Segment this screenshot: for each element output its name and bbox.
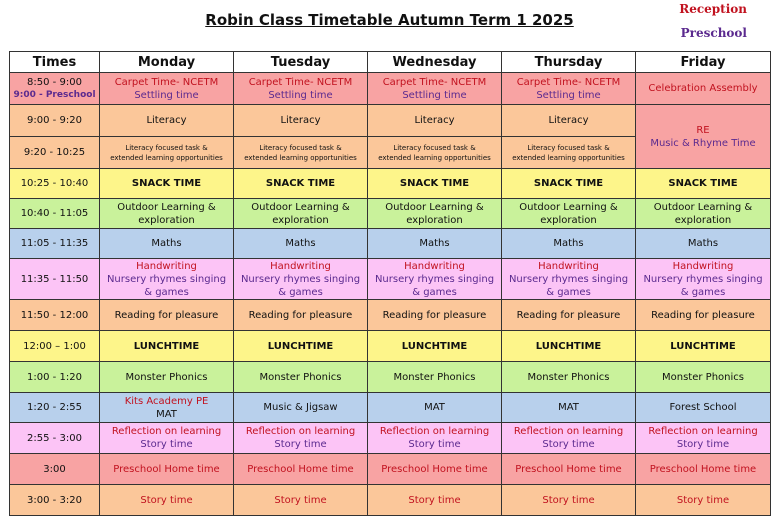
activity-text: Literacy [548,115,589,126]
activity-text: Settling time [536,89,601,101]
activity-text: Carpet Time- NCETM [114,76,219,88]
header-monday: Monday [100,52,234,73]
activity-text: Preschool Home time [113,463,220,475]
activity-cell-monday [100,362,234,393]
activity-text: Kits Academy PE [124,395,209,407]
activity-cell-friday [636,169,771,199]
activity-cell-tuesday [234,423,368,454]
timetable-row [10,331,771,362]
activity-cell-tuesday [234,362,368,393]
activity-text: & games [278,286,323,298]
activity-text: Reflection on learning [111,426,222,437]
activity-text: Carpet Time- NCETM [516,76,621,88]
activity-cell-monday [100,229,234,259]
time-cell [10,362,100,393]
activity-text: Celebration Assembly [648,83,758,94]
activity-cell-friday [636,331,771,362]
activity-cell-tuesday [234,73,368,105]
activity-text: Monster Phonics [259,371,342,383]
activity-cell-friday [636,199,771,229]
activity-cell-thursday [502,105,636,137]
time-cell [10,423,100,454]
header-friday: Friday [636,52,771,73]
activity-cell-monday [100,423,234,454]
activity-text: LUNCHTIME [267,340,334,352]
activity-text: Reflection on learning [245,426,356,437]
timetable-row [10,362,771,393]
time-cell [10,105,100,137]
activity-text: Maths [285,238,316,249]
time-label: 8:50 - 9:00 [27,76,82,88]
activity-text: Maths [151,238,182,249]
preschool-time-label: 9:00 - Preschool [13,89,96,100]
time-cell [10,137,100,169]
activity-text: Monster Phonics [125,371,208,383]
activity-cell-monday [100,259,234,300]
time-cell [10,229,100,259]
timetable [9,51,771,516]
activity-text: Literacy [146,115,187,126]
activity-text: SNACK TIME [131,178,202,189]
timetable-body [10,73,771,516]
activity-text: Reading for pleasure [516,309,621,321]
time-label: 1:00 - 1:20 [27,371,82,383]
legend-reception: Reception [679,2,747,16]
activity-text: Handwriting [270,260,331,272]
activity-text: Preschool Home time [381,463,488,475]
activity-text: LUNCHTIME [670,340,736,352]
activity-text: Literacy [280,115,321,126]
activity-text: SNACK TIME [399,178,470,189]
timetable-row [10,199,771,229]
activity-text: Preschool Home time [247,463,354,475]
activity-cell-tuesday [234,454,368,485]
activity-text: Maths [553,238,584,249]
activity-text: Music & Rhyme Time [650,137,756,149]
activity-cell-monday [100,485,234,516]
activity-text: Settling time [134,89,199,101]
time-cell [10,169,100,199]
activity-cell-tuesday [234,229,368,259]
activity-cell-friday [636,259,771,300]
time-cell [10,393,100,423]
activity-cell-wednesday [368,199,502,229]
activity-text: Reading for pleasure [382,309,487,321]
time-cell [10,485,100,516]
activity-cell-tuesday [234,300,368,331]
page-title: Robin Class Timetable Autumn Term 1 2025 [205,11,574,29]
activity-cell-wednesday [368,105,502,137]
activity-cell-wednesday [368,169,502,199]
activity-text: exploration [138,214,195,226]
activity-text: Monster Phonics [393,371,476,383]
activity-cell-monday [100,199,234,229]
activity-text: Story time [408,439,461,450]
time-label: 11:05 - 11:35 [20,238,89,249]
time-cell [10,199,100,229]
activity-text: LUNCHTIME [133,340,200,352]
activity-cell-friday [636,393,771,423]
activity-cell-friday [636,300,771,331]
activity-text: Carpet Time- NCETM [248,76,353,88]
time-cell [10,259,100,300]
activity-cell-friday [636,454,771,485]
activity-cell-monday [100,300,234,331]
time-label: 9:20 - 10:25 [23,147,86,158]
activity-cell-friday [636,423,771,454]
activity-cell-thursday [502,300,636,331]
activity-text: Settling time [402,89,467,101]
activity-text: Monster Phonics [662,371,744,383]
header-thursday: Thursday [502,52,636,73]
activity-text: Story time [274,439,327,450]
activity-cell-monday [100,105,234,137]
activity-text: Handwriting [672,260,734,272]
activity-text: Story time [274,494,327,506]
activity-text: Handwriting [538,260,599,272]
activity-cell-wednesday [368,259,502,300]
activity-text: Nursery rhymes singing [106,273,227,285]
activity-text: exploration [674,214,732,226]
timetable-row [10,73,771,105]
activity-cell-thursday [502,169,636,199]
activity-cell-wednesday [368,137,502,169]
timetable-row [10,229,771,259]
time-cell [10,73,100,105]
activity-text: Nursery rhymes singing [240,273,361,285]
activity-cell-thursday [502,199,636,229]
activity-text: Literacy focused task & [527,143,610,152]
activity-text: & games [680,286,726,298]
activity-text: Carpet Time- NCETM [382,76,487,88]
activity-text: extended learning opportunities [244,153,357,162]
activity-text: Preschool Home time [515,463,622,475]
activity-text: Forest School [669,402,737,413]
activity-cell-monday [100,137,234,169]
activity-cell-wednesday [368,73,502,105]
activity-text: Outdoor Learning & [385,201,484,213]
timetable-row [10,259,771,300]
time-label: 10:40 - 11:05 [20,208,89,219]
time-label: 2:55 - 3:00 [27,432,82,444]
activity-cell-monday [100,73,234,105]
time-cell [10,331,100,362]
time-label: 3:00 [43,463,66,475]
time-label: 1:20 - 2:55 [27,402,82,413]
activity-cell-wednesday [368,300,502,331]
time-label: 11:35 - 11:50 [20,273,89,285]
activity-cell-thursday [502,229,636,259]
activity-cell-monday [100,169,234,199]
activity-cell-thursday [502,362,636,393]
header-times: Times [10,52,100,73]
activity-text: Nursery rhymes singing [643,273,763,285]
activity-text: SNACK TIME [668,178,738,189]
activity-cell-tuesday [234,485,368,516]
header-wednesday: Wednesday [368,52,502,73]
activity-cell-wednesday [368,331,502,362]
activity-text: & games [546,286,591,298]
activity-cell-friday [636,73,771,105]
activity-text: extended learning opportunities [378,153,491,162]
activity-cell-wednesday [368,393,502,423]
activity-text: MAT [558,402,579,413]
activity-cell-monday [100,393,234,423]
activity-text: Story time [140,439,193,450]
activity-cell-monday [100,331,234,362]
activity-cell-thursday [502,259,636,300]
activity-text: & games [144,286,189,298]
activity-text: Outdoor Learning & [653,201,753,213]
activity-text: Music & Jigsaw [263,402,338,413]
activity-cell-friday [636,229,771,259]
activity-cell-tuesday [234,259,368,300]
activity-text: SNACK TIME [265,178,336,189]
activity-text: extended learning opportunities [512,153,625,162]
activity-text: Reflection on learning [379,426,490,437]
activity-text: & games [412,286,457,298]
activity-cell-tuesday [234,393,368,423]
activity-text: exploration [406,214,463,226]
activity-text: Story time [676,494,730,506]
header-tuesday: Tuesday [234,52,368,73]
activity-cell-wednesday [368,362,502,393]
activity-text: Story time [542,494,595,506]
activity-text: Nursery rhymes singing [374,273,495,285]
time-label: 10:25 - 10:40 [20,178,89,189]
activity-text: Preschool Home time [649,463,757,475]
activity-text: Reading for pleasure [248,309,353,321]
activity-text: Reading for pleasure [651,309,755,321]
activity-cell-thursday [502,73,636,105]
timetable-row [10,393,771,423]
activity-text: Handwriting [404,260,465,272]
activity-text: MAT [424,402,445,413]
activity-cell-tuesday [234,137,368,169]
activity-cell-thursday [502,454,636,485]
activity-text: Outdoor Learning & [519,201,618,213]
activity-text: Outdoor Learning & [117,201,216,213]
activity-cell-friday [636,362,771,393]
legend-preschool: Preschool [680,26,747,40]
activity-cell-tuesday [234,105,368,137]
time-label: 11:50 - 12:00 [20,309,89,321]
time-label: 3:00 - 3:20 [27,494,82,506]
activity-text: Literacy focused task & [125,143,208,152]
activity-cell-tuesday [234,169,368,199]
activity-text: Handwriting [136,260,197,272]
activity-text: Monster Phonics [527,371,610,383]
time-cell [10,454,100,485]
time-label: 12:00 – 1:00 [23,340,86,352]
activity-text: Maths [419,238,450,249]
activity-cell-wednesday [368,485,502,516]
timetable-row [10,300,771,331]
activity-cell-wednesday [368,229,502,259]
timetable-row [10,105,771,137]
activity-cell-tuesday [234,331,368,362]
activity-text: Settling time [268,89,333,101]
time-label: 9:00 - 9:20 [27,115,82,126]
activity-cell-thursday [502,393,636,423]
activity-text: Literacy [414,115,455,126]
activity-text: exploration [272,214,329,226]
activity-text: Story time [542,439,595,450]
activity-text: RE [696,124,710,136]
activity-text: Nursery rhymes singing [508,273,629,285]
activity-text: Literacy focused task & [259,143,342,152]
activity-text: Maths [687,238,719,249]
activity-cell-thursday [502,137,636,169]
activity-cell-monday [100,454,234,485]
activity-text: Reading for pleasure [114,309,219,321]
timetable-row [10,485,771,516]
activity-text: Reflection on learning [648,426,758,437]
activity-text: Reflection on learning [513,426,624,437]
timetable-row [10,454,771,485]
timetable-row [10,423,771,454]
activity-text: extended learning opportunities [110,153,223,162]
header-row [10,52,771,73]
activity-text: exploration [540,214,597,226]
activity-cell-friday [636,105,771,169]
activity-text: MAT [156,408,177,420]
activity-cell-thursday [502,331,636,362]
activity-text: SNACK TIME [533,178,604,189]
activity-cell-thursday [502,423,636,454]
activity-text: Outdoor Learning & [251,201,350,213]
activity-text: Story time [408,494,461,506]
activity-cell-wednesday [368,454,502,485]
timetable-row [10,169,771,199]
activity-text: Story time [676,439,730,450]
activity-text: LUNCHTIME [535,340,602,352]
activity-cell-wednesday [368,423,502,454]
activity-text: Literacy focused task & [393,143,476,152]
activity-text: Story time [140,494,193,506]
time-cell [10,300,100,331]
activity-text: LUNCHTIME [401,340,468,352]
activity-cell-thursday [502,485,636,516]
activity-cell-tuesday [234,199,368,229]
activity-cell-friday [636,485,771,516]
